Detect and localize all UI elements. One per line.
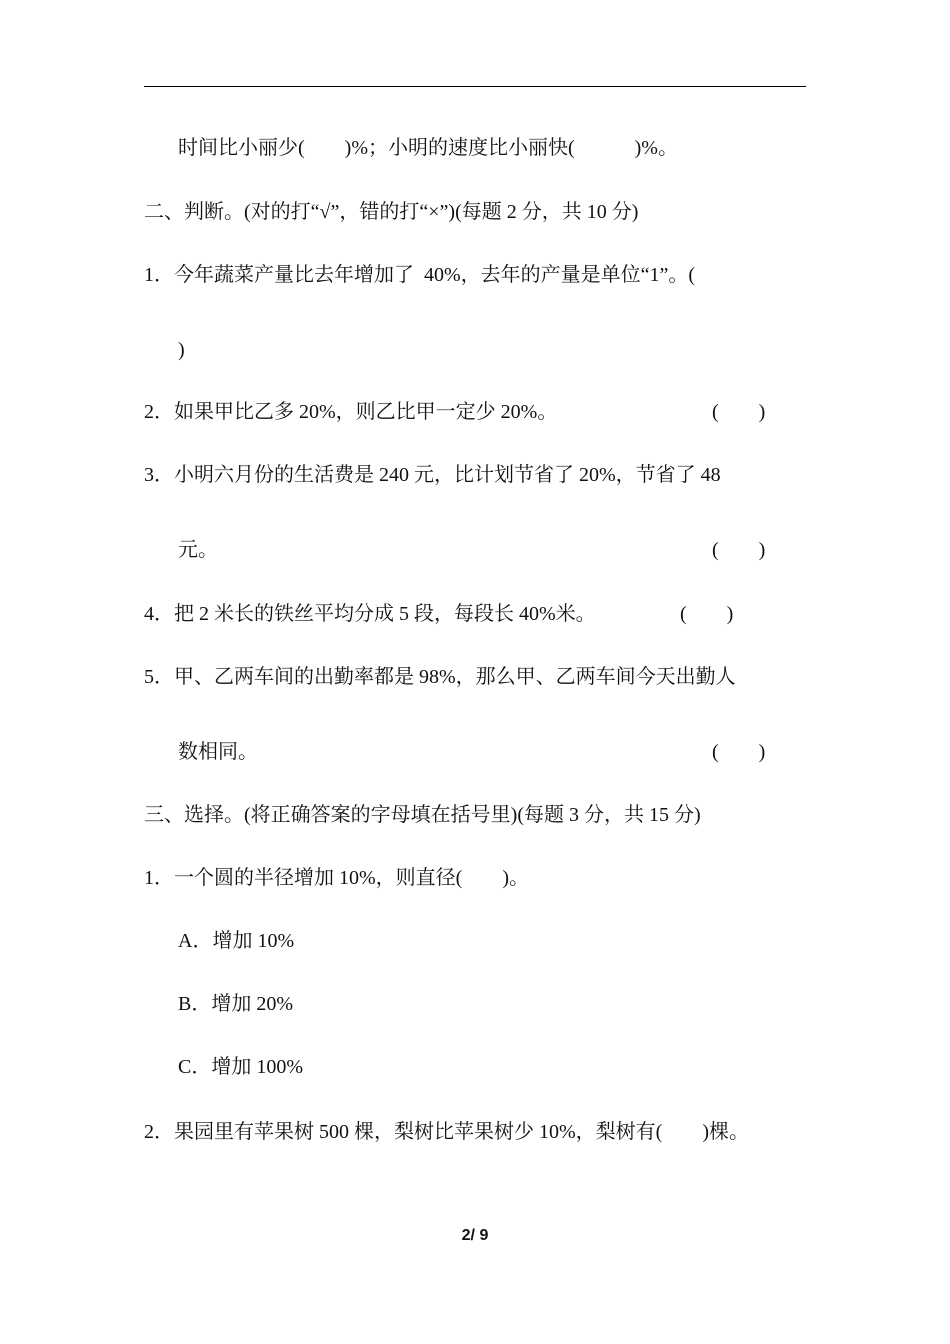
s2-q1-line2: ) bbox=[178, 339, 185, 361]
s2-q3-answer-paren[interactable]: ( ) bbox=[712, 539, 766, 561]
s2-q4-answer-paren[interactable]: ( ) bbox=[680, 603, 734, 625]
continuation-line: 时间比小丽少( )%；小明的速度比小丽快( )%。 bbox=[178, 137, 678, 159]
section2-title: 二、判断。(对的打“√”，错的打“×”)(每题 2 分，共 10 分) bbox=[144, 201, 639, 223]
s2-q5-line2: 数相同。 bbox=[178, 741, 258, 763]
s2-q4: 4．把 2 米长的铁丝平均分成 5 段，每段长 40%米。 bbox=[144, 603, 596, 625]
s2-q1-line1: 1．今年蔬菜产量比去年增加了 40%，去年的产量是单位“1”。( bbox=[144, 264, 696, 286]
s3-q1: 1．一个圆的半径增加 10%，则直径( )。 bbox=[144, 867, 529, 889]
s3-q2: 2．果园里有苹果树 500 棵，梨树比苹果树少 10%，梨树有( )棵。 bbox=[144, 1121, 749, 1143]
page-number: 2/ 9 bbox=[461, 1227, 489, 1244]
header-rule bbox=[144, 86, 806, 87]
s3-q1-option-b: B．增加 20% bbox=[178, 993, 293, 1015]
s2-q5-line1: 5．甲、乙两车间的出勤率都是 98%，那么甲、乙两车间今天出勤人 bbox=[144, 666, 736, 688]
s3-q1-option-a: A．增加 10% bbox=[178, 930, 295, 952]
s2-q5-answer-paren[interactable]: ( ) bbox=[712, 741, 766, 763]
s2-q2: 2．如果甲比乙多 20%，则乙比甲一定少 20%。 bbox=[144, 401, 558, 423]
s2-q2-answer-paren[interactable]: ( ) bbox=[712, 401, 766, 423]
section3-title: 三、选择。(将正确答案的字母填在括号里)(每题 3 分，共 15 分) bbox=[144, 804, 701, 826]
s2-q3-line2: 元。 bbox=[178, 539, 218, 561]
s3-q1-option-c: C．增加 100% bbox=[178, 1056, 303, 1078]
s2-q3-line1: 3．小明六月份的生活费是 240 元，比计划节省了 20%，节省了 48 bbox=[144, 464, 721, 486]
